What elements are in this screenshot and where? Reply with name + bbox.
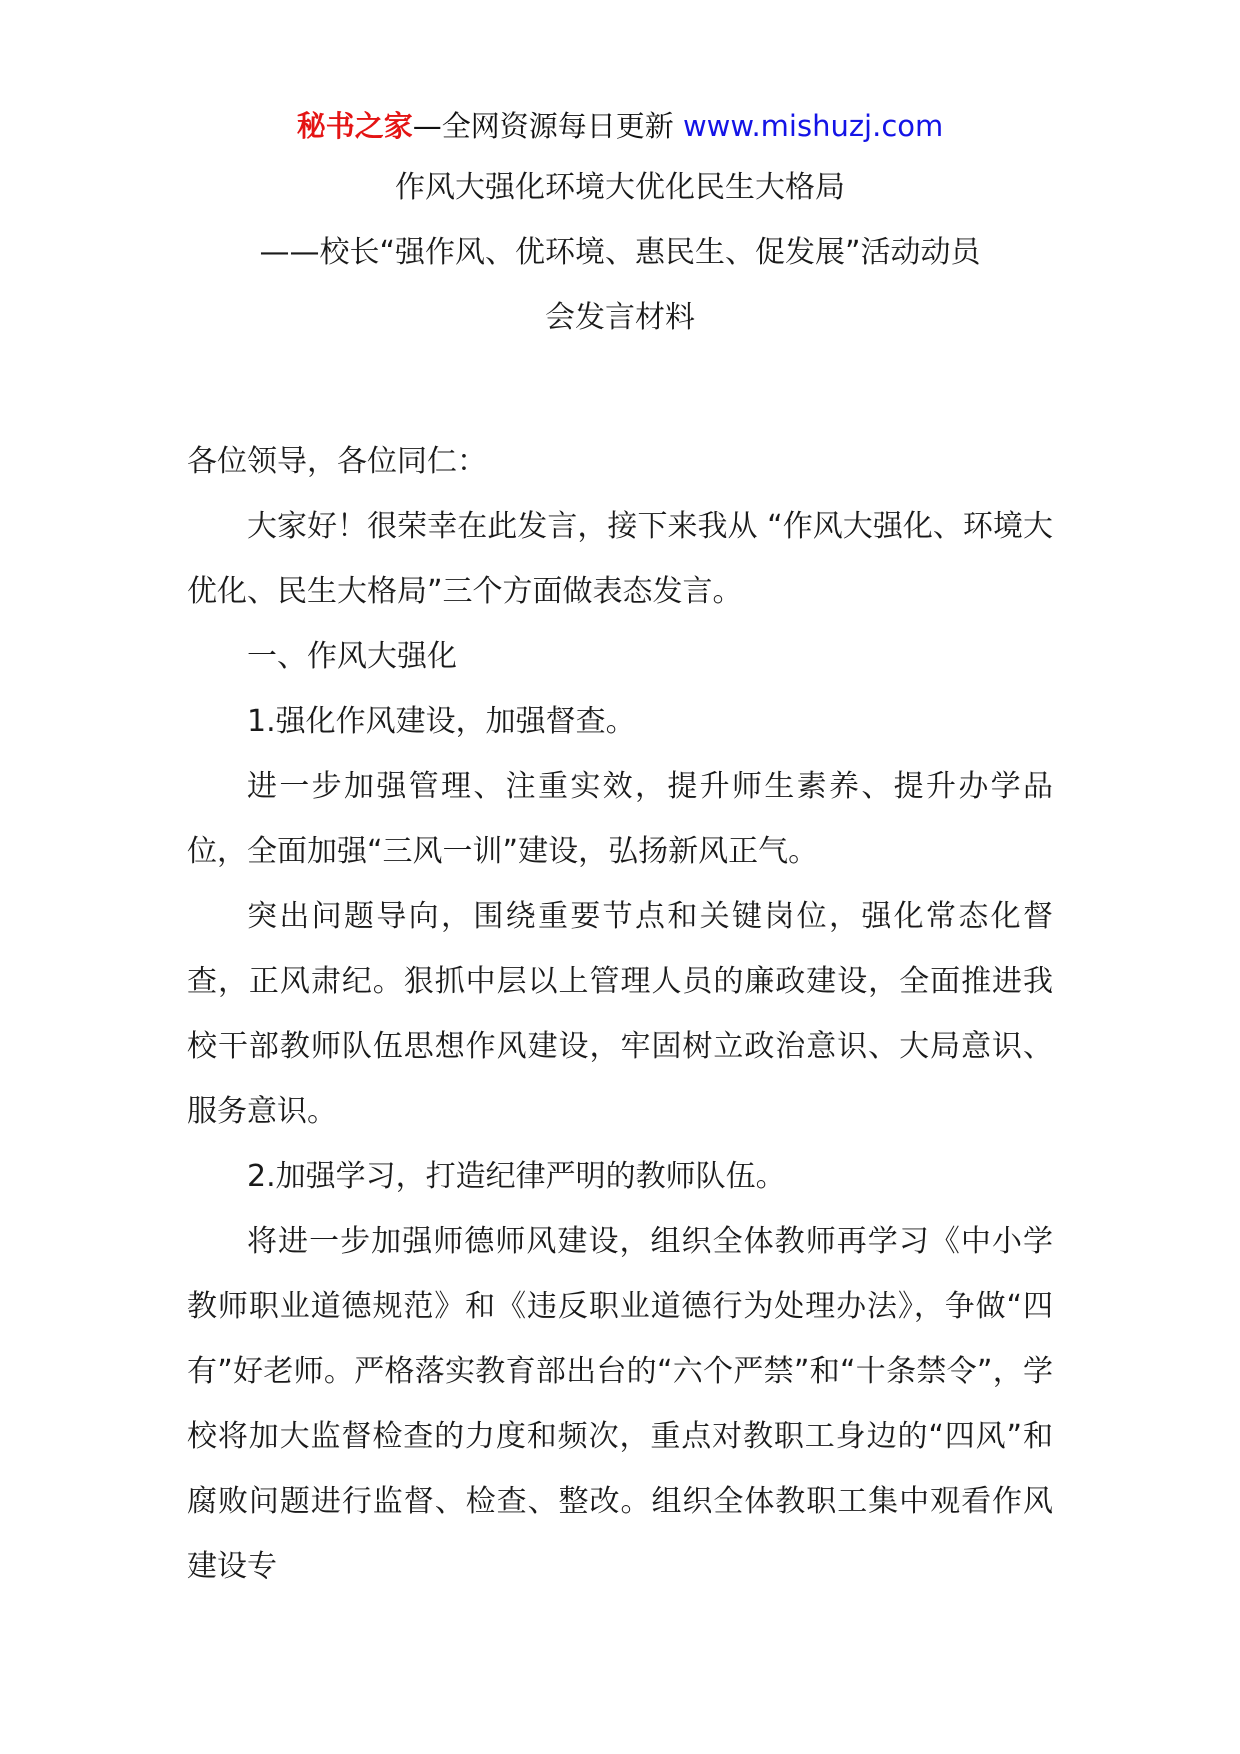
site-banner (0, 104, 1240, 148)
document-subtitle: ——校长“强作风、优环境、惠民生、促发展”活动动员 (259, 235, 981, 270)
paragraph: 突出问题导向，围绕重要节点和关键岗位，强化常态化督查，正风肃纪。狠抓中层以上管理人员的廉政建设，全面推进我校干部教师队伍思想作风建设，牢固树立政治意识、大局意识、服务意识。 (187, 899, 1053, 1129)
document-body (187, 429, 1053, 1599)
paragraph: 进一步加强管理、注重实效，提升师生素养、提升办学品位，全面加强“三风一训”建设，弘扬新风正气。 (187, 769, 1053, 869)
subheading-1: 1.强化作风建设，加强督查。 (247, 704, 636, 739)
paragraph: 将进一步加强师德师风建设，组织全体教师再学习《中小学教师职业道德规范》和《违反职业道德行为处理办法》，争做“四有”好老师。严格落实教育部出台的“六个严禁”和“十条禁令”，学校将加大监督检查的力度和频次，重点对教职工身边的“四风”和腐败问题进行监督、检查、整改。组织全体教职工集中观看作风建设专 (187, 1224, 1053, 1584)
site-url-link[interactable]: www.mishuzj.com (682, 109, 944, 143)
subheading-2: 2.加强学习，打造纪律严明的教师队伍。 (247, 1159, 786, 1194)
banner-tagline: —全网资源每日更新 (412, 109, 683, 143)
brand-name: 秘书之家 (296, 109, 413, 143)
paragraph-greeting: 大家好！很荣幸在此发言，接下来我从 “作风大强化、环境大优化、民生大格局”三个方面做表态发言。 (187, 509, 1053, 609)
salutation: 各位领导，各位同仁： (187, 444, 487, 479)
document-subtitle-continued: 会发言材料 (545, 300, 695, 335)
section-heading: 一、作风大强化 (247, 639, 457, 674)
document-title: 作风大强化环境大优化民生大格局 (395, 170, 845, 205)
